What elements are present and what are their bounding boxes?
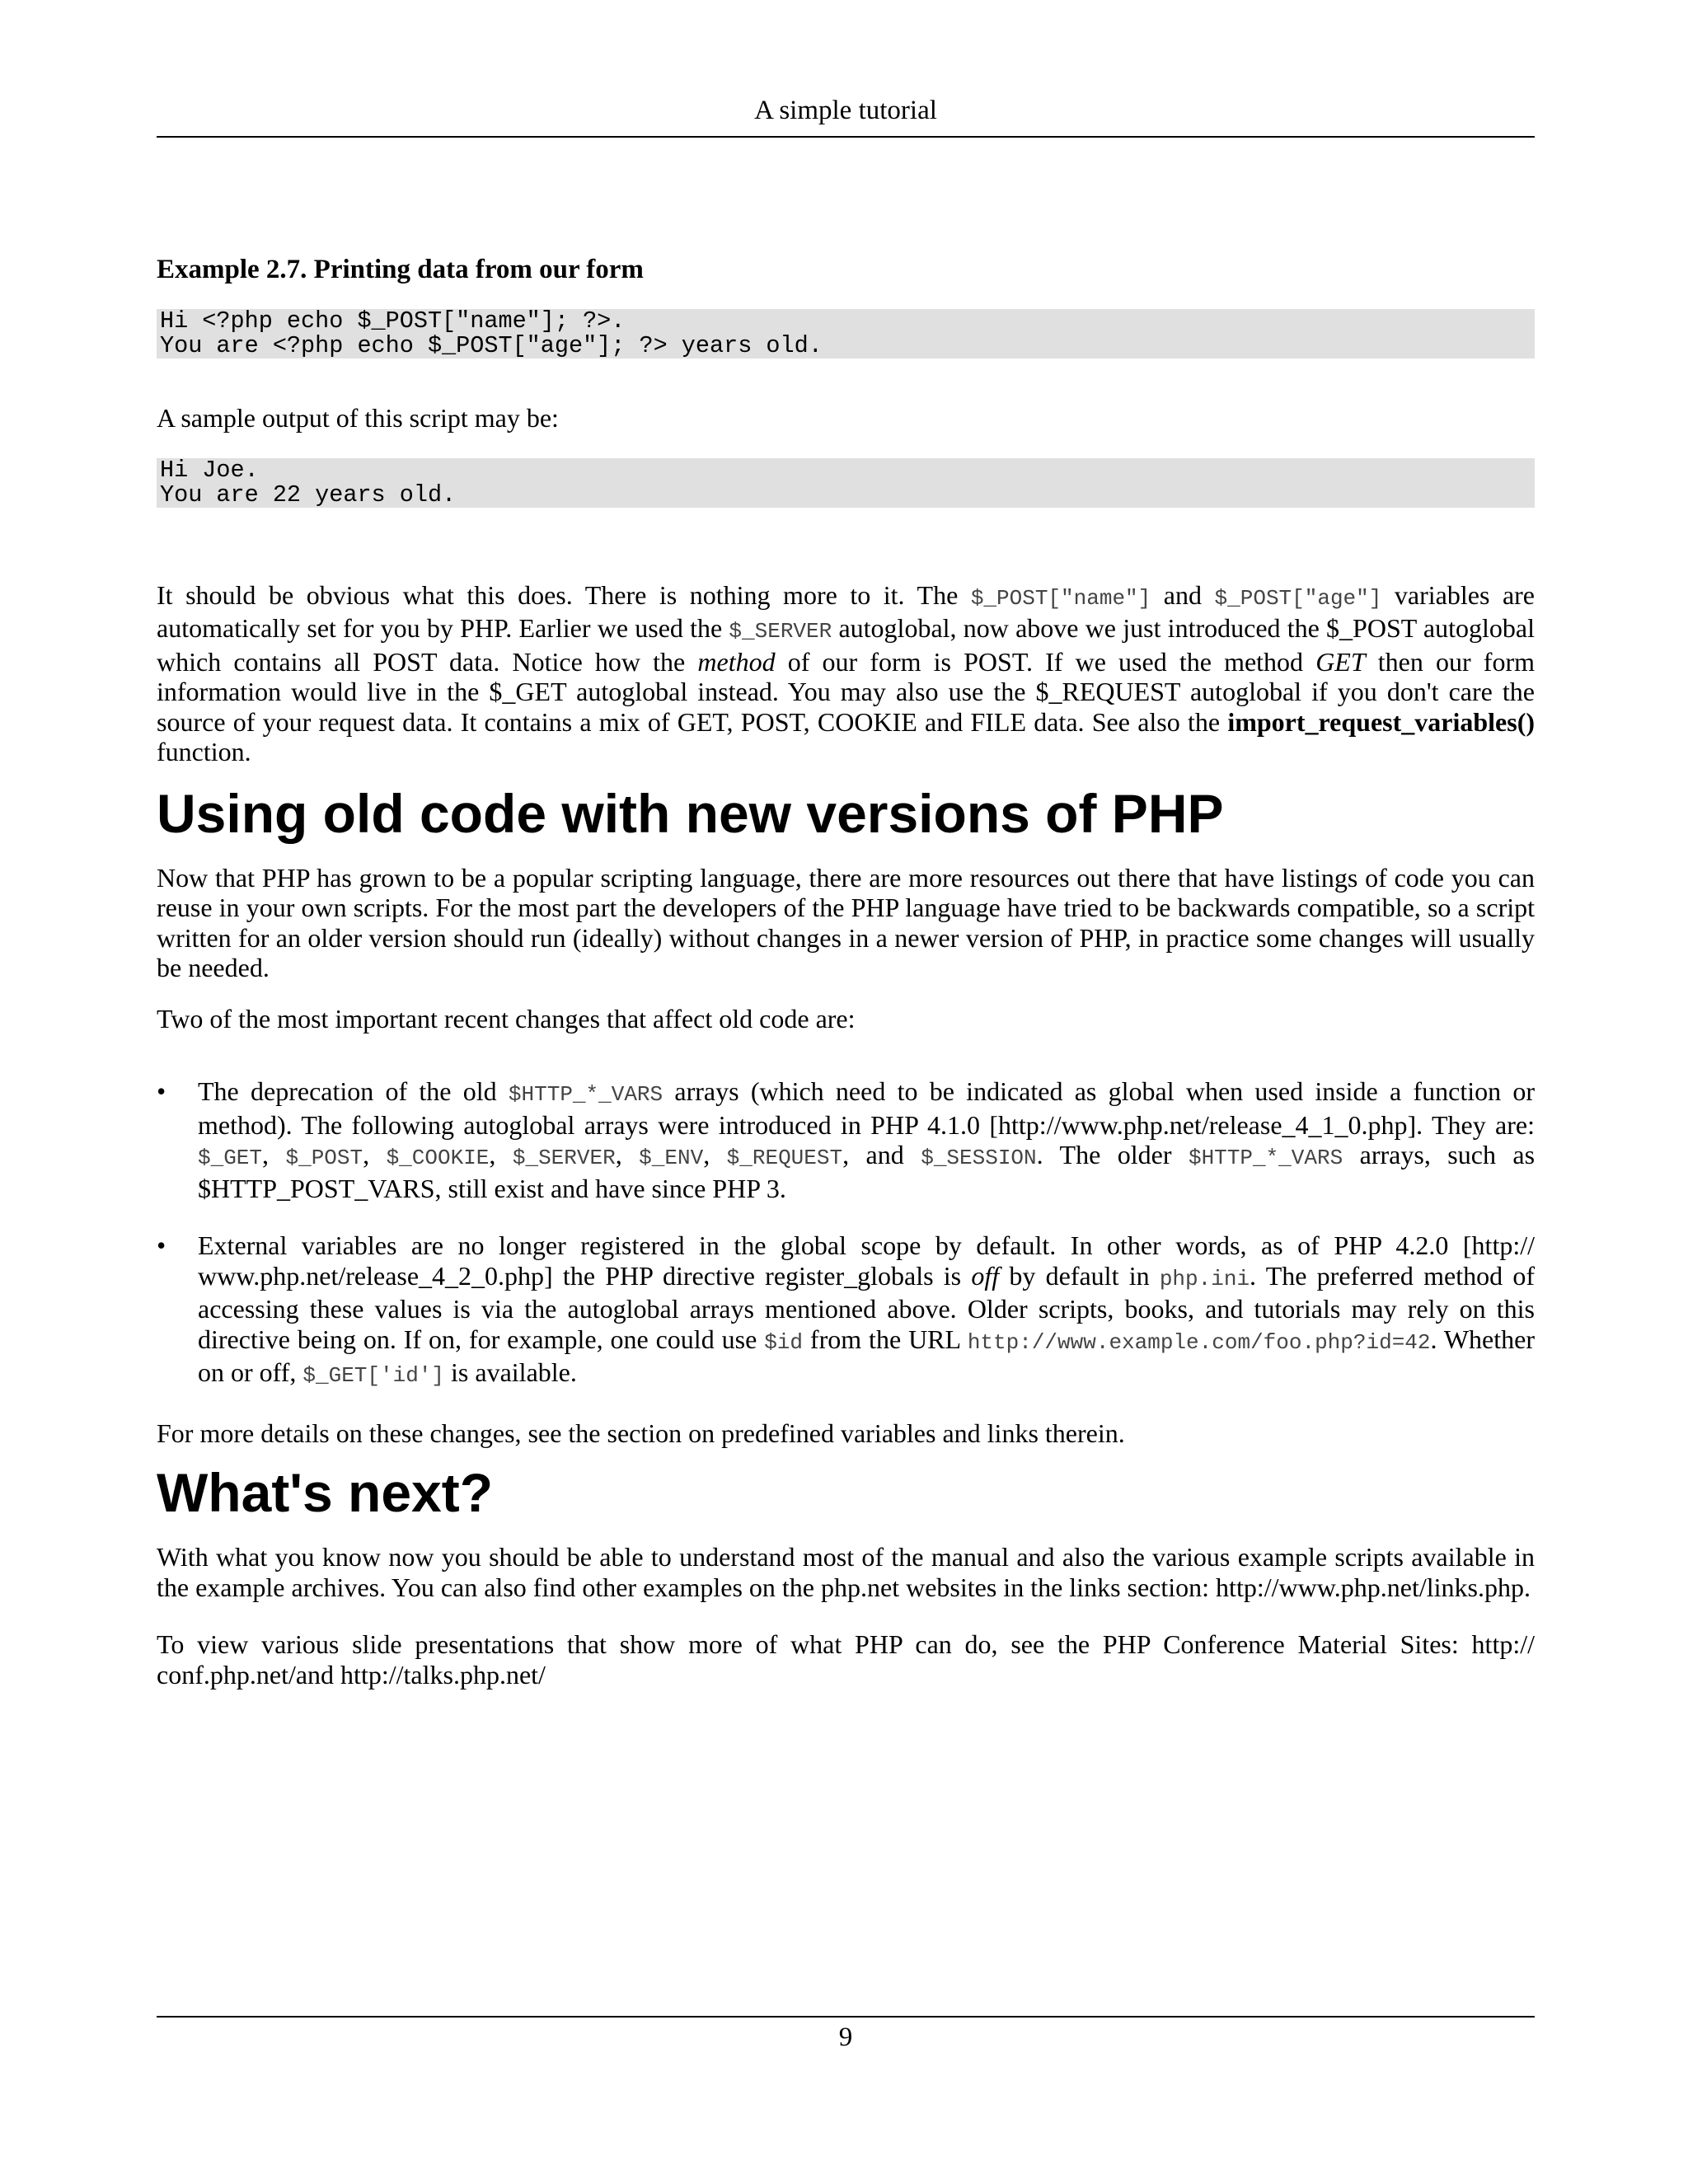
section2-paragraph-2: To view various slide presentations that show more of what PHP can do, see the PHP Conference Material Sites: http://​conf.php.net/and http://talks.php.net/	[157, 1629, 1535, 1690]
inline-code: $_POST["name"]	[970, 585, 1151, 611]
section1-paragraph-3: For more details on these changes, see the section on predefined variables and links therein.	[157, 1418, 1125, 1448]
inline-code: php.ini	[1159, 1266, 1250, 1291]
inline-code: $_ENV	[639, 1146, 704, 1170]
inline-code: $id	[764, 1329, 804, 1355]
section1-paragraph-1: Now that PHP has grown to be a popular scripting language, there are more resources out there that have listings of code you can reuse in your own scripts. For the most part the developers of the PHP language have tried to be backwards compatible, so a script written for an older version should run (ideally) without changes in a newer version of PHP, in practice some changes will usually be needed.	[157, 862, 1535, 982]
header-rule	[157, 136, 1535, 138]
footer-rule	[157, 2016, 1535, 2018]
inline-code: http://www.example.com/foo.php?id=42	[967, 1329, 1431, 1355]
inline-code: $_SESSION	[921, 1146, 1037, 1170]
inline-code: $_POST	[285, 1146, 363, 1170]
inline-code: $_COOKIE	[386, 1146, 490, 1170]
section-heading-whats-next: What's next?	[157, 1462, 494, 1523]
inline-code: $_GET['id']	[302, 1363, 445, 1388]
list-item: • External variables are no longer registered in the global scope by default. In other words, as of PHP 4.2.0 [http://​www.php.net/release_4_2_0.php] the PHP directive register_globals is off by default in php.ini. The preferred method of accessing these values is via the autoglobal arrays mentioned above. Older scripts, books, and tutorials may rely on this directive being on. If on, for example, one could use $id from the URL http://www.example.com/foo.php?id=42. Whether on or off, $_GET['id'] is available.	[157, 1230, 1536, 1388]
inline-code: $_SERVER	[729, 619, 832, 644]
changes-list	[157, 1076, 1535, 1391]
inline-code: $_REQUEST	[726, 1146, 843, 1170]
inline-code: $_GET	[198, 1146, 263, 1170]
page-number: 9	[838, 2022, 853, 2052]
running-header: A simple tutorial	[754, 96, 937, 125]
section-heading-old-code: Using old code with new versions of PHP	[157, 782, 1224, 844]
page-content	[157, 251, 1535, 1690]
function-reference: import_request_variables()	[1227, 706, 1535, 737]
output-code-block: Hi Joe. You are 22 years old.	[157, 458, 1535, 508]
inline-code: $HTTP_*_VARS	[508, 1082, 663, 1107]
example-code-block: Hi <?php echo $_POST["name"]; ?>. You are <?php echo $_POST["age"]; ?> years old.	[157, 309, 1535, 359]
inline-code: $_SERVER	[512, 1146, 616, 1170]
inline-code: $_POST["age"]	[1214, 585, 1382, 611]
example-title: Example 2.7. Printing data from our form	[157, 255, 644, 284]
bullet-icon: •	[157, 1230, 166, 1260]
bullet-icon: •	[157, 1076, 166, 1106]
section2-paragraph-1: With what you know now you should be able to understand most of the manual and also the various example scripts available in the example archives. You can also find other examples on the php.net websites in the links section: http://​www.php.net/links.php.	[157, 1542, 1535, 1602]
section1-paragraph-2: Two of the most important recent changes that affect old code are:	[157, 1003, 856, 1033]
list-item: • The deprecation of the old $HTTP_*_VARS arrays (which need to be indicated as global when used inside a function or method). The following autoglobal arrays were introduced in PHP 4.1.0 [http://www.php.net/release_4_1_0.php]. They are: $_GET, $_POST, $_COOKIE, $_SERVER, $_ENV, $_REQUEST, and $_SESSION. The older $HTTP_*_VARS arrays, such as $HTTP_POST_VARS, still exist and have since PHP 3.	[157, 1076, 1536, 1203]
output-intro: A sample output of this script may be:	[157, 403, 559, 433]
explanation-paragraph: It should be obvious what this does. There is nothing more to it. The $_POST["name"] and $_POST["age"] variables are automatically set for you by PHP. Earlier we used the $_SERVER autoglobal, now above we just introduced the $_POST autoglobal which contains all POST data. Notice how the method of our form is POST. If we used the method GET then our form information would live in the $_GET autoglobal instead. You may also use the $_REQUEST autoglobal if you don't care the source of your request data. It contains a mix of GET, POST, COOKIE and FILE data. See also the import_request_variables() function.	[157, 579, 1536, 766]
inline-code: $HTTP_*_VARS	[1188, 1146, 1343, 1170]
